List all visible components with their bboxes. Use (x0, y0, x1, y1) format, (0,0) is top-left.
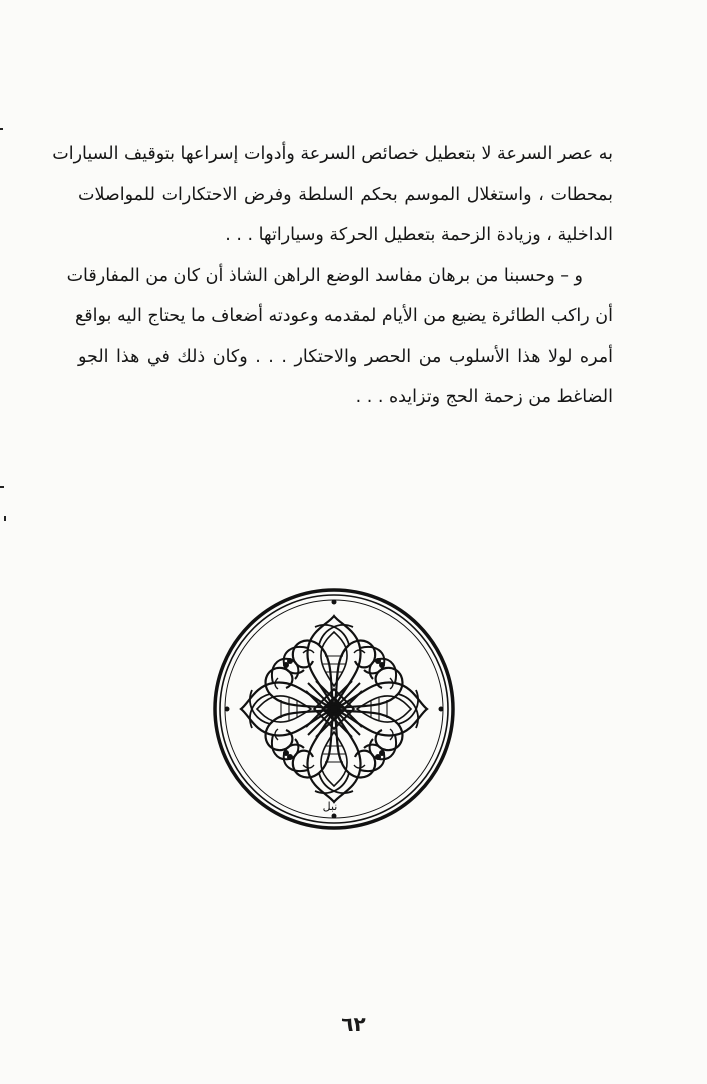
body-text (52, 134, 613, 418)
text-line: أن راكب الطائرة يضيع من الأيام لمقدمه وعودته أضعاف ما يحتاج اليه بواقع (74, 306, 613, 326)
margin-mark (0, 486, 4, 488)
ornament-signature: نبل (322, 800, 338, 813)
text-line: الداخلية ، وزيادة الزحمة بتعطيل الحركة وسياراتها . . . (225, 225, 613, 245)
text-line: به عصر السرعة لا بتعطيل خصائص السرعة وأدوات إسراعها بتوقيف السيارات (52, 144, 613, 164)
text-line: أمره لولا هذا الأسلوب من الحصر والاحتكار . . . وكان ذلك في هذا الجو (78, 346, 613, 367)
margin-mark (4, 516, 6, 521)
page-number: ٦٢ (341, 1012, 366, 1036)
text-line: الضاغط من زحمة الحج وتزايده . . . (355, 387, 613, 407)
paragraph-start-line: و – وحسبنا من برهان مفاسد الوضع الراهن الشاذ أن كان من المفارقات (66, 265, 583, 286)
arabesque-medallion-icon (212, 586, 456, 832)
text-line: بمحطات ، واستغلال الموسم بحكم السلطة وفرض الاحتكارات للمواصلات (78, 184, 613, 205)
margin-mark (0, 128, 3, 130)
